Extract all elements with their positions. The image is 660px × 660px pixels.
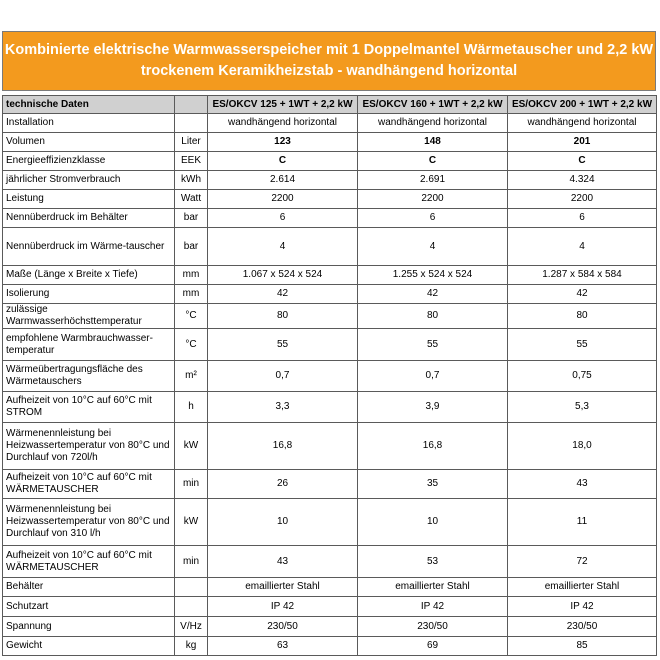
row-value: 148 — [358, 133, 508, 152]
row-unit: min — [175, 470, 208, 499]
row-value: IP 42 — [358, 597, 508, 617]
row-unit: °C — [175, 304, 208, 329]
row-value: 42 — [508, 285, 657, 304]
row-value: 35 — [358, 470, 508, 499]
row-value: 2200 — [208, 190, 358, 209]
row-unit: mm — [175, 285, 208, 304]
row-label: Wärmenennleistung bei Heizwassertemperatur von 80°C und Durchlauf von 720l/h — [3, 423, 175, 470]
row-value: 4 — [508, 228, 657, 266]
table-row — [3, 637, 657, 656]
row-value: 10 — [208, 499, 358, 546]
row-label: Isolierung — [3, 285, 175, 304]
row-unit — [175, 114, 208, 133]
row-value: emaillierter Stahl — [358, 578, 508, 597]
header-model-160: ES/OKCV 160 + 1WT + 2,2 kW — [358, 96, 508, 114]
table-row — [3, 597, 657, 617]
title-banner — [2, 31, 656, 91]
row-value: C — [358, 152, 508, 171]
row-value: 53 — [358, 546, 508, 578]
table-row — [3, 171, 657, 190]
table-row — [3, 152, 657, 171]
row-value: 230/50 — [508, 617, 657, 637]
row-value: 72 — [508, 546, 657, 578]
row-value: emaillierter Stahl — [208, 578, 358, 597]
row-value: 26 — [208, 470, 358, 499]
row-value: 55 — [358, 329, 508, 361]
row-value: 6 — [358, 209, 508, 228]
row-label: Aufheizeit von 10°C auf 60°C mit WÄRMETAUSCHER — [3, 546, 175, 578]
table-row — [3, 392, 657, 423]
table-row — [3, 546, 657, 578]
row-label: Nennüberdruck im Wärme-tauscher — [3, 228, 175, 266]
row-value: 42 — [208, 285, 358, 304]
row-value: 55 — [208, 329, 358, 361]
row-unit: h — [175, 392, 208, 423]
row-label: Behälter — [3, 578, 175, 597]
table-header-row — [3, 96, 657, 114]
row-value: C — [208, 152, 358, 171]
row-label: Maße (Länge x Breite x Tiefe) — [3, 266, 175, 285]
row-label: Aufheizeit von 10°C auf 60°C mit WÄRMETAUSCHER — [3, 470, 175, 499]
row-value: 201 — [508, 133, 657, 152]
title-line-1: Kombinierte elektrische Warmwasserspeicher mit 1 Doppelmantel Wärmetauscher und 2,2 kW — [4, 42, 654, 58]
row-value: IP 42 — [208, 597, 358, 617]
row-unit — [175, 578, 208, 597]
row-unit: bar — [175, 228, 208, 266]
table-row — [3, 228, 657, 266]
table-row — [3, 114, 657, 133]
row-value: 4 — [208, 228, 358, 266]
row-unit: Watt — [175, 190, 208, 209]
row-value: 4.324 — [508, 171, 657, 190]
header-unit — [175, 96, 208, 114]
row-unit — [175, 597, 208, 617]
row-unit: mm — [175, 266, 208, 285]
row-value: 1.067 x 524 x 524 — [208, 266, 358, 285]
table-row — [3, 578, 657, 597]
row-value: 0,7 — [208, 361, 358, 392]
row-value: 5,3 — [508, 392, 657, 423]
row-value: 85 — [508, 637, 657, 656]
row-label: Schutzart — [3, 597, 175, 617]
row-label: Nennüberdruck im Behälter — [3, 209, 175, 228]
row-value: emaillierter Stahl — [508, 578, 657, 597]
row-label: Wärmenennleistung bei Heizwassertemperatur von 80°C und Durchlauf von 310 l/h — [3, 499, 175, 546]
spec-table — [2, 95, 657, 656]
row-value: 0,7 — [358, 361, 508, 392]
row-label: empfohlene Warmbrauchwasser-temperatur — [3, 329, 175, 361]
table-row — [3, 304, 657, 329]
row-label: Wärmeübertragungsfläche des Wärmetauschers — [3, 361, 175, 392]
table-row — [3, 266, 657, 285]
row-value: 230/50 — [358, 617, 508, 637]
row-value: 80 — [508, 304, 657, 329]
row-label: Gewicht — [3, 637, 175, 656]
row-value: 2.691 — [358, 171, 508, 190]
row-unit: kW — [175, 423, 208, 470]
row-value: 230/50 — [208, 617, 358, 637]
row-value: 0,75 — [508, 361, 657, 392]
row-label: Spannung — [3, 617, 175, 637]
row-value: 1.255 x 524 x 524 — [358, 266, 508, 285]
row-label: Leistung — [3, 190, 175, 209]
row-value: 43 — [508, 470, 657, 499]
row-label: Installation — [3, 114, 175, 133]
row-unit: kg — [175, 637, 208, 656]
row-unit: EEK — [175, 152, 208, 171]
row-value: 63 — [208, 637, 358, 656]
table-row — [3, 423, 657, 470]
row-value: 42 — [358, 285, 508, 304]
row-value: 80 — [358, 304, 508, 329]
header-label: technische Daten — [3, 96, 175, 114]
row-value: 1.287 x 584 x 584 — [508, 266, 657, 285]
row-unit: kW — [175, 499, 208, 546]
table-row — [3, 190, 657, 209]
row-value: 11 — [508, 499, 657, 546]
row-value: 16,8 — [358, 423, 508, 470]
row-label: Volumen — [3, 133, 175, 152]
row-unit: bar — [175, 209, 208, 228]
table-row — [3, 617, 657, 637]
row-value: 4 — [358, 228, 508, 266]
row-value: wandhängend horizontal — [208, 114, 358, 133]
row-value: IP 42 — [508, 597, 657, 617]
row-value: 123 — [208, 133, 358, 152]
row-value: wandhängend horizontal — [508, 114, 657, 133]
row-value: 80 — [208, 304, 358, 329]
header-model-200: ES/OKCV 200 + 1WT + 2,2 kW — [508, 96, 657, 114]
row-value: 3,3 — [208, 392, 358, 423]
row-unit: °C — [175, 329, 208, 361]
table-row — [3, 209, 657, 228]
row-value: 10 — [358, 499, 508, 546]
table-row — [3, 361, 657, 392]
table-row — [3, 285, 657, 304]
row-unit: V/Hz — [175, 617, 208, 637]
row-label: Aufheizeit von 10°C auf 60°C mit STROM — [3, 392, 175, 423]
row-value: 2.614 — [208, 171, 358, 190]
row-value: 18,0 — [508, 423, 657, 470]
row-unit: Liter — [175, 133, 208, 152]
row-unit: kWh — [175, 171, 208, 190]
table-row — [3, 470, 657, 499]
row-value: 6 — [508, 209, 657, 228]
title-line-2: trockenem Keramikheizstab - wandhängend horizontal — [140, 63, 518, 79]
row-label: zulässige Warmwasserhöchsttemperatur — [3, 304, 175, 329]
row-value: 69 — [358, 637, 508, 656]
table-row — [3, 329, 657, 361]
table-row — [3, 499, 657, 546]
row-label: Energieeffizienzklasse — [3, 152, 175, 171]
row-value: 16,8 — [208, 423, 358, 470]
row-label: jährlicher Stromverbrauch — [3, 171, 175, 190]
row-value: 2200 — [358, 190, 508, 209]
header-model-125: ES/OKCV 125 + 1WT + 2,2 kW — [208, 96, 358, 114]
row-value: 3,9 — [358, 392, 508, 423]
row-value: C — [508, 152, 657, 171]
row-unit: m² — [175, 361, 208, 392]
table-row — [3, 133, 657, 152]
row-value: 6 — [208, 209, 358, 228]
row-value: 43 — [208, 546, 358, 578]
row-unit: min — [175, 546, 208, 578]
row-value: 55 — [508, 329, 657, 361]
row-value: 2200 — [508, 190, 657, 209]
row-value: wandhängend horizontal — [358, 114, 508, 133]
